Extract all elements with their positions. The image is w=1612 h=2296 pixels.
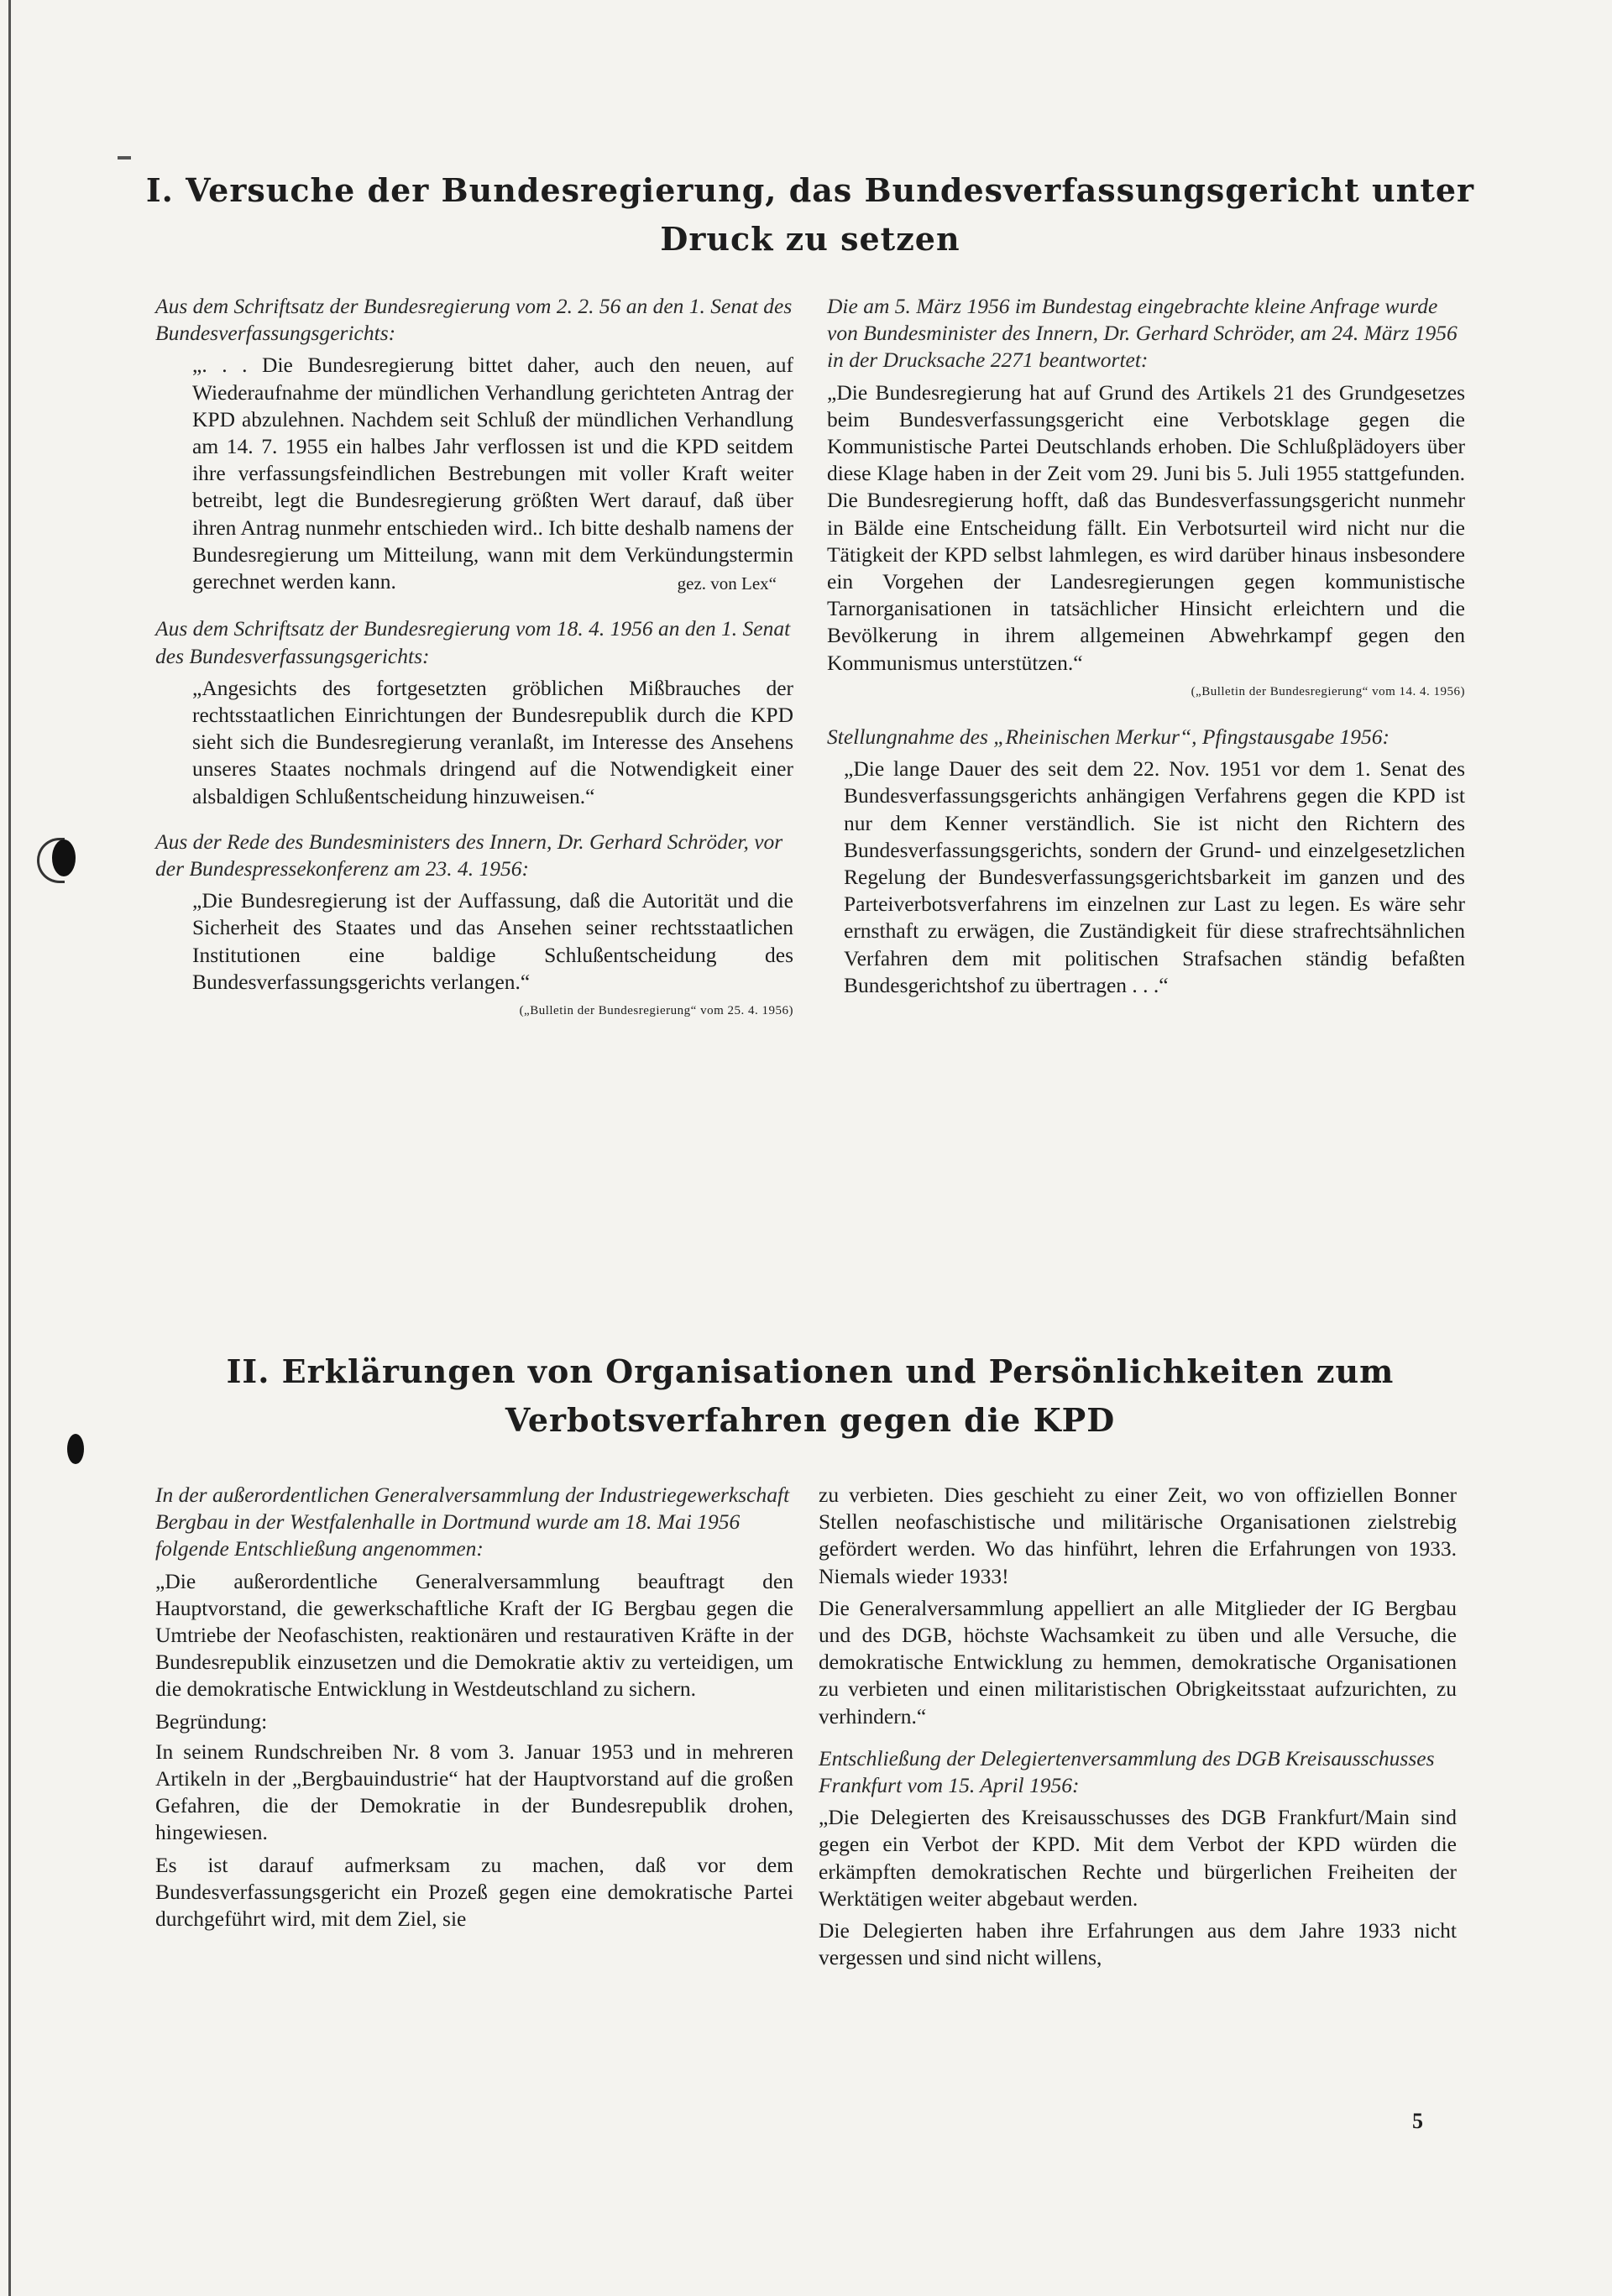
excerpt-citation: („Bulletin der Bundesregierung“ vom 25. 4. 1956) xyxy=(519,1004,793,1018)
punch-hole xyxy=(67,1434,84,1464)
excerpt-citation: („Bulletin der Bundesregierung“ vom 14. 4. 1956) xyxy=(1191,684,1465,698)
resolution-paragraph: Die Delegierten haben ihre Erfahrungen aus dem Jahre 1933 nicht vergessen und sind nicht willens, xyxy=(819,1918,1457,1970)
excerpt-intro: Aus dem Schriftsatz der Bundesregierung vom 18. 4. 1956 an den 1. Senat des Bundesverfassungsgerichts: xyxy=(155,616,791,668)
excerpt-quote: „Die Bundesregierung ist der Auffassung, daß die Autorität und die Sicherheit des Staates und das Ansehen seiner rechtsstaatlichen Institutionen eine baldige Schlußentscheidung des Bundesverfassungsgerichts verlangen.“ xyxy=(192,888,793,994)
justification-label: Begründung: xyxy=(155,1708,268,1734)
excerpt-quote: „Die Bundesregierung hat auf Grund des Artikels 21 des Grundgesetzes beim Bundesverfassungsgericht eine Verbotsklage gegen die Kommunistische Partei Deutschlands erhoben. Die Schlußplädoyers über diese Klage haben in der Zeit vom 29. Juni bis 5. Juli 1955 stattgefunden. Die Bundesregierung hofft, daß das Bundesverfassungsgericht nunmehr in Bälde eine Entscheidung fällt. Ein Verbotsurteil wird nicht nur die Tätigkeit der KPD selbst lahmlegen, es wird darüber hinaus insbesondere ein Vorgehen der Landesregierungen gegen kommunistische Tarnorganisationen in tatsächlicher Hinsicht erleichtern und die Bevölkerung in ihrem allgemeinen Abwehrkampf gegen den Kommunismus unterstützen.“ xyxy=(827,379,1465,675)
justification-paragraph: Es ist darauf aufmerksam zu machen, daß vor dem Bundesverfassungsgericht ein Prozeß gegen eine demokratische Partei durchgeführt wird, mit dem Ziel, sie xyxy=(155,1852,793,1932)
resolution-paragraph: „Die außerordentliche Generalversammlung beauftragt den Hauptvorstand, die gewerkschaftliche Kraft der IG Bergbau gegen die Umtriebe der Neofaschisten, reaktionären und restaurativen Kräfte in der Bundesrepublik einzusetzen und die Demokratie aktiv zu verteidigen, um die demokratische Entwicklung in Westdeutschland zu sichern. xyxy=(155,1568,793,1702)
resolution-paragraph: zu verbieten. Dies geschieht zu einer Zeit, wo von offiziellen Bonner Stellen neofaschistische und militärische Organisationen zielstrebig gefördert werden. Wo das hinführt, lehren die Erfahrungen von 1933. Niemals wieder 1933! xyxy=(819,1483,1457,1588)
resolution-paragraph: „Die Delegierten des Kreisausschusses des DGB Frankfurt/Main sind gegen ein Verbot der KPD. Mit dem Verbot der KPD würden die erkämpften demokratischen Rechte und bürgerlichen Freiheiten der Werktätigen weiter abgebaut werden. xyxy=(819,1805,1457,1911)
excerpt-intro: Stellungnahme des „Rheinischen Merkur“, Pfingstausgabe 1956: xyxy=(827,724,1390,750)
section-2-left-column xyxy=(155,1482,793,1938)
section-1-left-column xyxy=(155,293,793,1043)
resolution-intro: In der außerordentlichen Generalversammlung der Industriegewerkschaft Bergbau in der Westfalenhalle in Dortmund wurde am 18. Mai 1956 folgende Entschließung angenommen: xyxy=(155,1483,790,1561)
excerpt-quote: „Die lange Dauer des seit dem 22. Nov. 1951 vor dem 1. Senat des Bundesverfassungsgerichts anhängigen Verfahrens gegen die KPD ist nur dem Kenner verständlich. Sie ist nicht den Richtern des Bundesverfassungsgerichts, sondern der Grund- und einzelgesetzlichen Regelung der Bundesverfassungsgerichtsbarkeit im ganzen und des Parteiverbotsverfahrens im einzelnen zur Last zu legen. Es wäre sehr ernsthaft zu erwägen, die Zuständigkeit für diese strafrechtsähnlichen Verfahren dem mit politischen Strafsachen ständig befaßten Bundesgerichtshof zu übertragen . . .“ xyxy=(844,756,1465,997)
scan-mark xyxy=(118,156,131,160)
excerpt-quote: „. . . Die Bundesregierung bittet daher, auch den neuen, auf Wiederaufnahme der mündlichen Verhandlung gerichteten Antrag der KPD abzulehnen. Nachdem seit Schluß der mündlichen Verhandlung am 14. 7. 1955 ein halbes Jahr verflossen ist und die KPD seitdem ihre verfassungsfeindlichen Bestrebungen mit voller Kraft weiter betreibt, legt die Bundesregierung größten Wert darauf, daß über ihren Antrag nunmehr entschieden wird.. Ich bitte deshalb namens der Bundesregierung um Mitteilung, wann mit dem Verkündungstermin gerechnet werden kann. xyxy=(192,353,793,594)
excerpt-signature: gez. von Lex“ xyxy=(677,573,777,594)
excerpt-intro: Aus der Rede des Bundesministers des Innern, Dr. Gerhard Schröder, vor der Bundespressekonferenz am 23. 4. 1956: xyxy=(155,829,783,881)
scan-edge-line xyxy=(8,0,11,2296)
excerpt-block xyxy=(155,293,793,597)
excerpt-quote: „Angesichts des fortgesetzten gröblichen Mißbrauches der rechtsstaatlichen Einrichtungen der Bundesrepublik durch die KPD sieht sich die Bundesregierung veranlaßt, im Interesse des Ansehens unseres Staates nochmals dringend auf die Notwendigkeit einer alsbaldigen Schlußentscheidung hinzuweisen.“ xyxy=(192,675,793,808)
resolution-paragraph: Die Generalversammlung appelliert an alle Mitglieder der IG Bergbau und des DGB, höchste Wachsamkeit zu üben und alle Versuche, die demokratische Entwicklung zu hemmen, demokratische Organisationen zu verbieten und einen militaristischen Obrigkeitsstaat aufzurichten, zu verhindern.“ xyxy=(819,1595,1457,1729)
punch-hole xyxy=(52,839,76,876)
excerpt-block xyxy=(827,724,1465,999)
excerpt-block xyxy=(155,829,793,1024)
resolution-intro: Entschließung der Delegiertenversammlung des DGB Kreisausschusses Frankfurt vom 15. April 1956: xyxy=(819,1745,1435,1798)
excerpt-block xyxy=(155,615,793,809)
excerpt-intro: Aus dem Schriftsatz der Bundesregierung vom 2. 2. 56 an den 1. Senat des Bundesverfassungsgerichts: xyxy=(155,294,793,346)
excerpt-intro: Die am 5. März 1956 im Bundestag eingebrachte kleine Anfrage wurde von Bundesminister des Innern, Dr. Gerhard Schröder, am 24. März 1956 in der Drucksache 2271 beantwortet: xyxy=(827,294,1458,373)
section-title-2: II. Erklärungen von Organisationen und Persönlichkeiten zum Verbotsverfahren gegen die KPD xyxy=(226,1352,1395,1439)
excerpt-block xyxy=(827,293,1465,705)
section-title-1: I. Versuche der Bundesregierung, das Bundesverfassungsgericht unter Druck zu setzen xyxy=(145,171,1475,258)
page-number: 5 xyxy=(1412,2109,1423,2133)
section-1-right-column xyxy=(827,293,1465,1017)
justification-paragraph: In seinem Rundschreiben Nr. 8 vom 3. Januar 1953 und in mehreren Artikeln in der „Bergbauindustrie“ hat der Hauptvorstand auf die großen Gefahren, die der Demokratie in der Bundesrepublik drohen, hingewiesen. xyxy=(155,1739,793,1845)
section-2-right-column xyxy=(819,1482,1457,1976)
